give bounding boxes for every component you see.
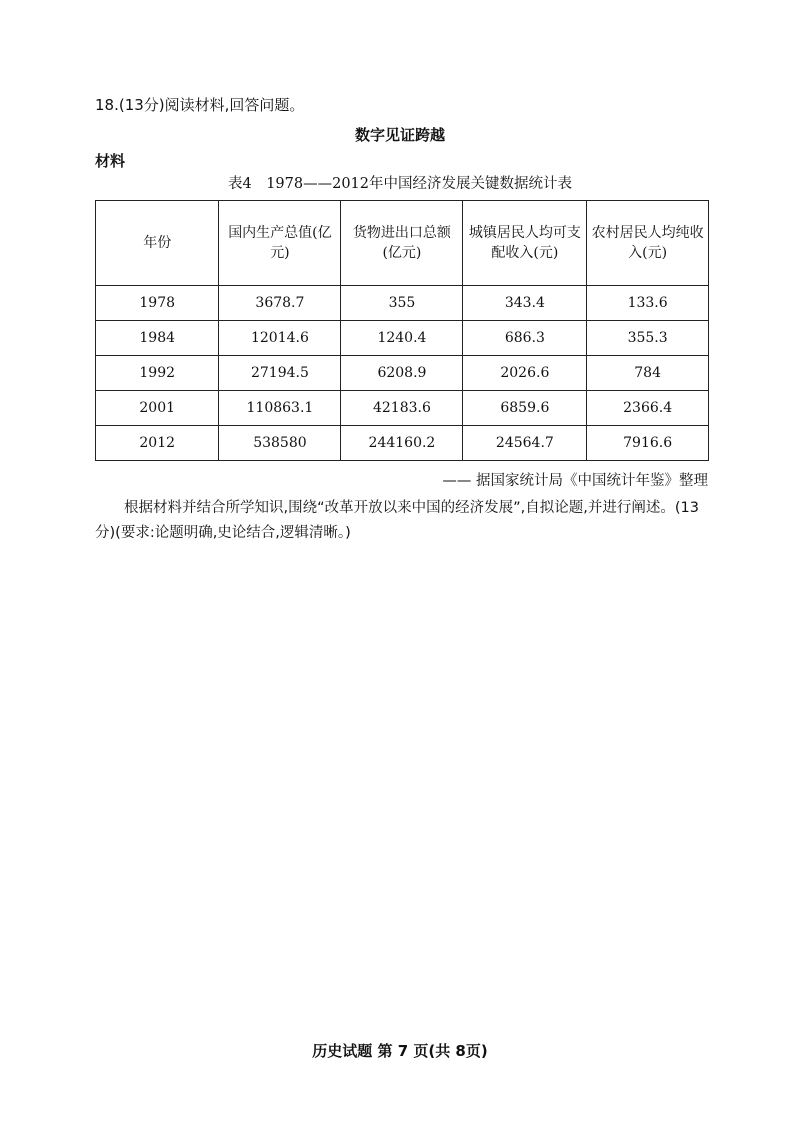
header-urban-income-label: 城镇居民人均可支配收入(元) <box>468 225 581 261</box>
cell-urban-income: 343.4 <box>463 286 587 321</box>
cell-gdp: 538580 <box>219 426 341 461</box>
question-title: 数字见证跨越 <box>354 126 445 144</box>
cell-year: 1984 <box>96 321 219 356</box>
data-source: —— 据国家统计局《中国统计年鉴》整理 <box>442 473 708 489</box>
header-gdp-label: 国内生产总值(亿元) <box>228 225 332 261</box>
table-row <box>96 356 709 391</box>
header-year <box>96 201 219 286</box>
cell-trade: 6208.9 <box>341 356 463 391</box>
cell-trade: 244160.2 <box>341 426 463 461</box>
header-year-label: 年份 <box>143 235 172 251</box>
header-gdp <box>219 201 341 286</box>
header-trade-label: 货物进出口总额(亿元) <box>352 225 451 261</box>
cell-rural-income: 2366.4 <box>587 391 709 426</box>
cell-urban-income: 2026.6 <box>463 356 587 391</box>
economic-data-table <box>95 200 709 461</box>
table-row <box>96 286 709 321</box>
question-header: 18.(13分)阅读材料,回答问题。 <box>95 96 305 114</box>
header-rural-income <box>587 201 709 286</box>
page-footer: 历史试题 第 7 页(共 8页) <box>312 1042 488 1060</box>
cell-trade: 355 <box>341 286 463 321</box>
cell-gdp: 110863.1 <box>219 391 341 426</box>
header-rural-income-label: 农村居民人均纯收入(元) <box>591 225 704 261</box>
cell-rural-income: 355.3 <box>587 321 709 356</box>
cell-year: 1992 <box>96 356 219 391</box>
table-caption: 表4 1978——2012年中国经济发展关键数据统计表 <box>227 176 573 192</box>
material-label: 材料 <box>95 152 126 170</box>
table-row <box>96 426 709 461</box>
header-trade <box>341 201 463 286</box>
table-header-row <box>96 201 709 286</box>
table-row <box>96 391 709 426</box>
header-urban-income <box>463 201 587 286</box>
table-row <box>96 321 709 356</box>
cell-gdp: 27194.5 <box>219 356 341 391</box>
cell-year: 1978 <box>96 286 219 321</box>
cell-gdp: 3678.7 <box>219 286 341 321</box>
cell-rural-income: 7916.6 <box>587 426 709 461</box>
question-instructions: 根据材料并结合所学知识,围绕“改革开放以来中国的经济发展”,自拟论题,并进行阐述。(13分)(要求:论题明确,史论结合,逻辑清晰。) <box>95 500 699 541</box>
cell-gdp: 12014.6 <box>219 321 341 356</box>
cell-urban-income: 686.3 <box>463 321 587 356</box>
cell-rural-income: 133.6 <box>587 286 709 321</box>
cell-trade: 1240.4 <box>341 321 463 356</box>
cell-rural-income: 784 <box>587 356 709 391</box>
cell-year: 2001 <box>96 391 219 426</box>
cell-urban-income: 6859.6 <box>463 391 587 426</box>
cell-year: 2012 <box>96 426 219 461</box>
cell-urban-income: 24564.7 <box>463 426 587 461</box>
cell-trade: 42183.6 <box>341 391 463 426</box>
